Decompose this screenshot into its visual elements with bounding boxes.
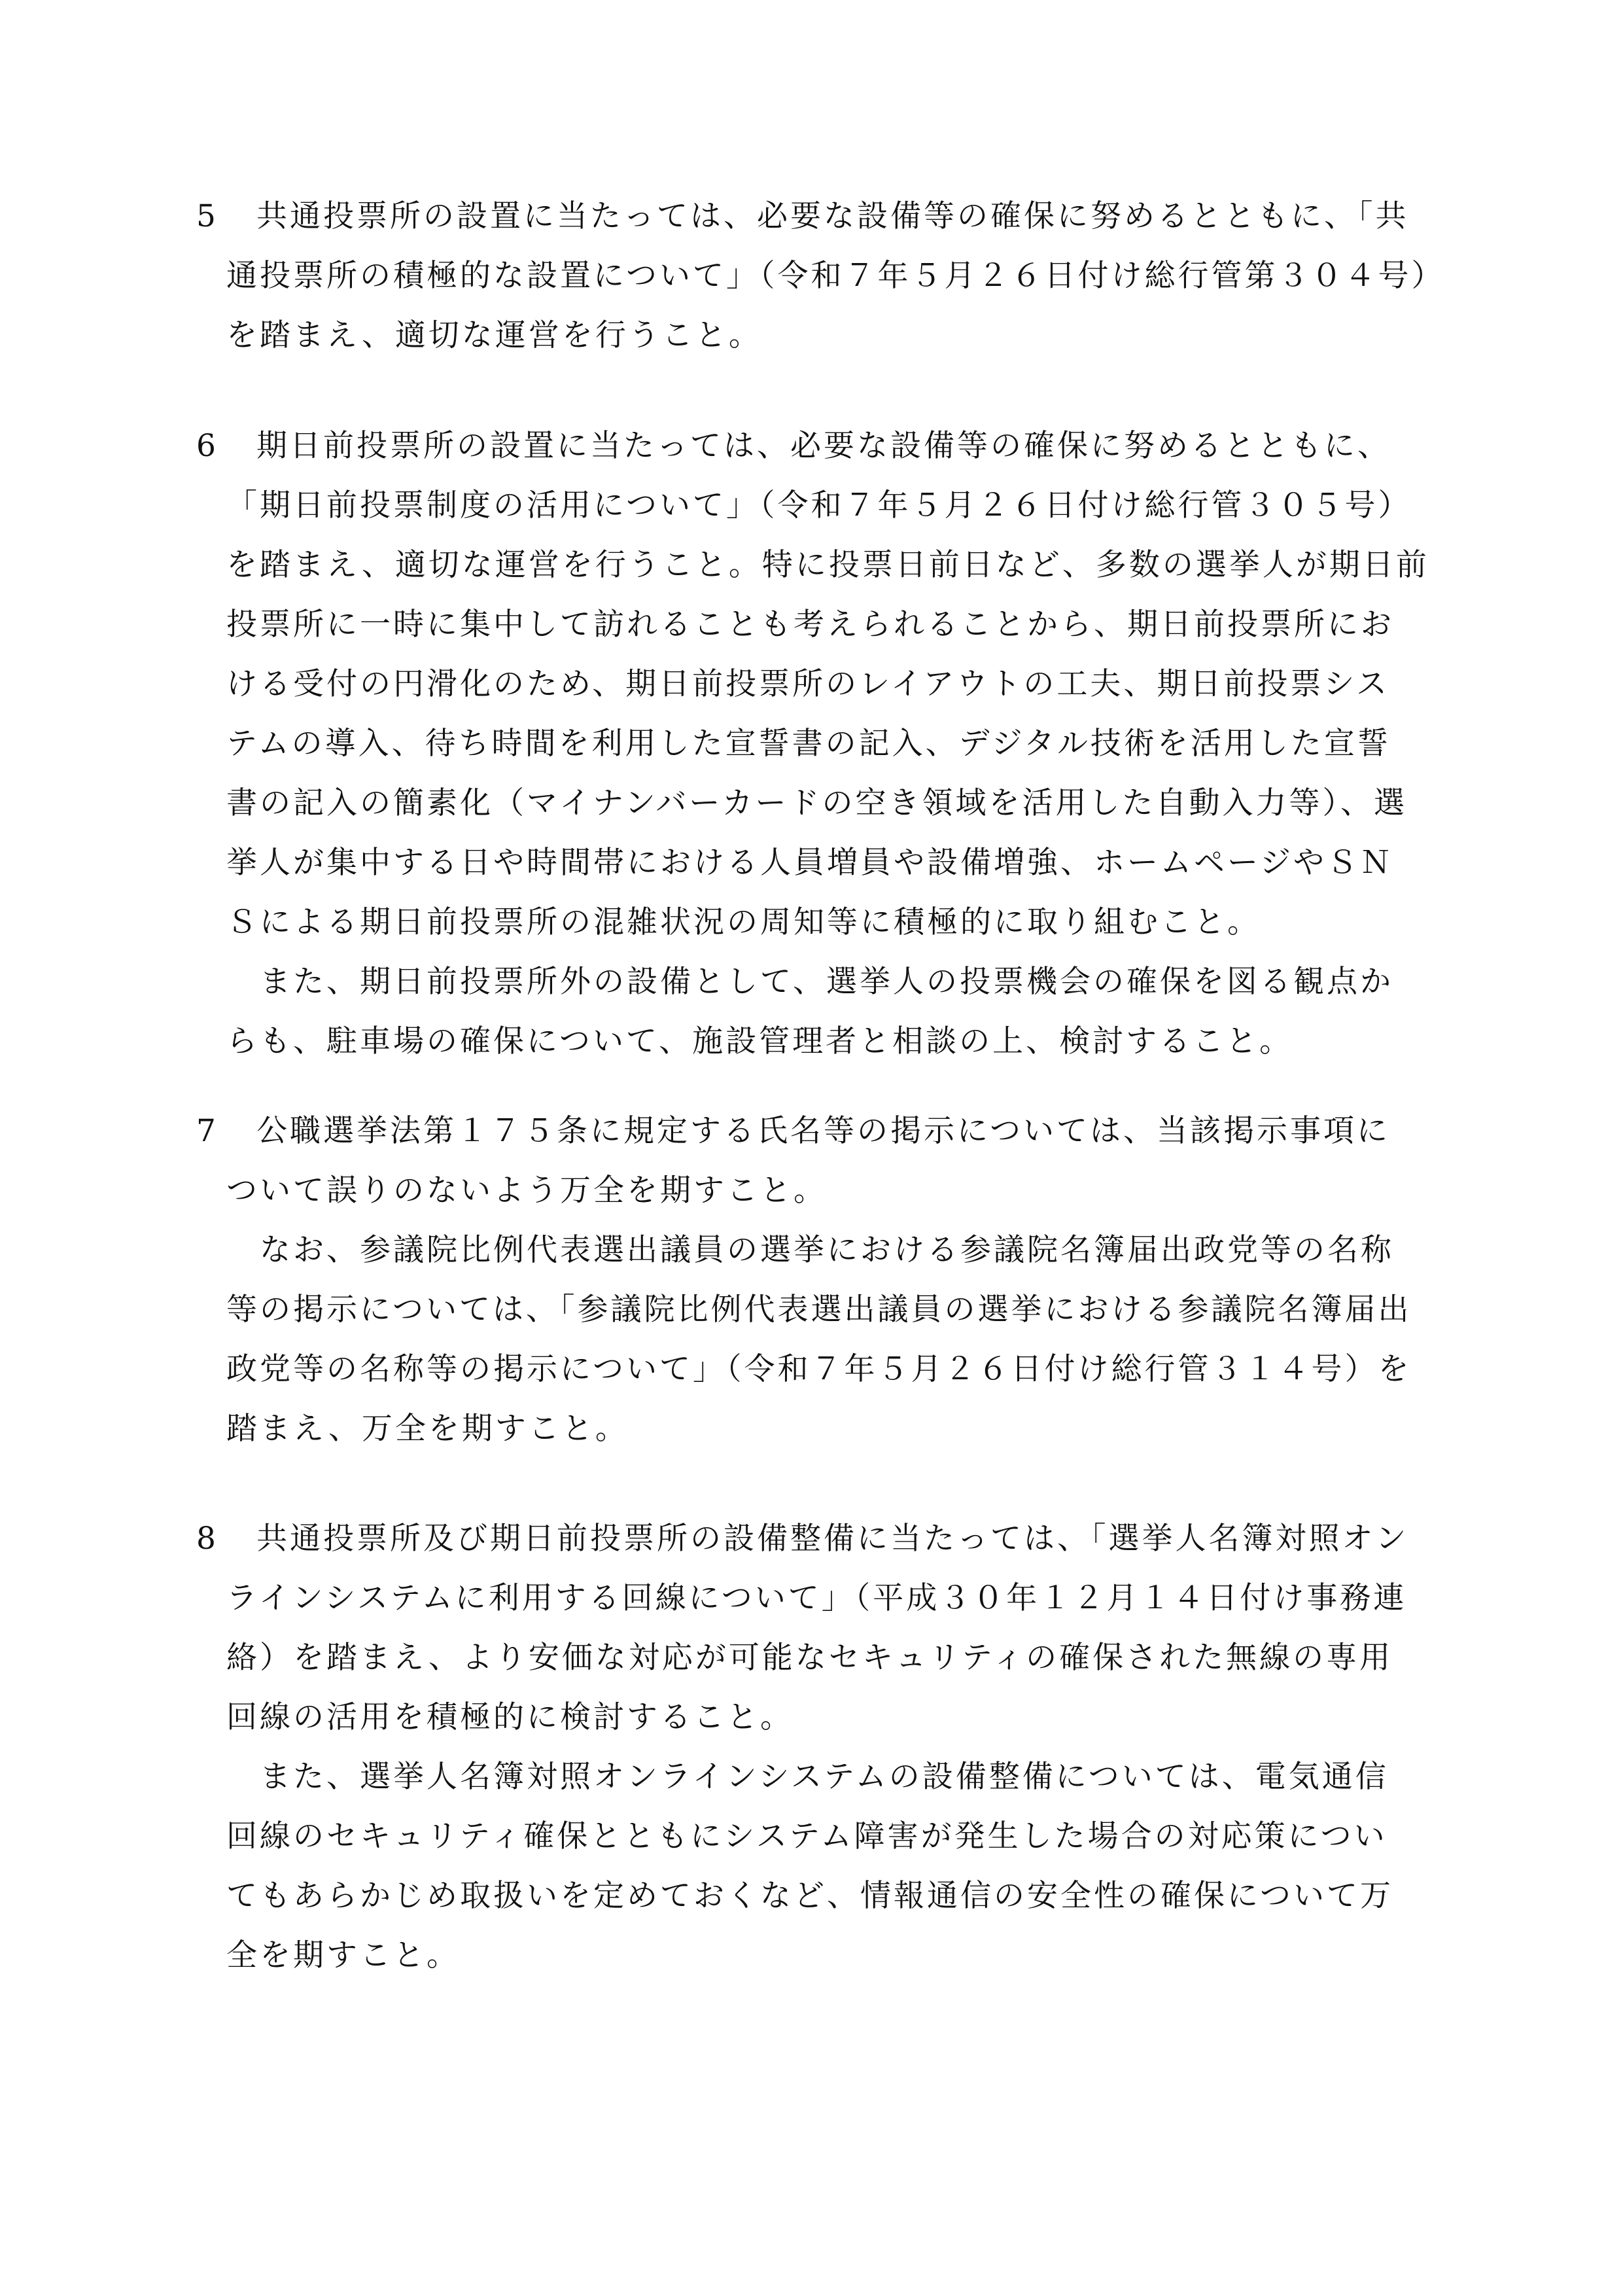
paragraph-line: てもあらかじめ取扱いを定めておくなど、情報通信の安全性の確保について万 bbox=[226, 1878, 1394, 1914]
paragraph-line: ける受付の円滑化のため、期日前投票所のレイアウトの工夫、期日前投票シス bbox=[226, 666, 1389, 702]
paragraph-line: 全を期すこと。 bbox=[226, 1937, 460, 1973]
paragraph-line: ラインシステムに利用する回線について」（平成３０年１２月１４日付け事務連 bbox=[226, 1580, 1407, 1616]
paragraph-line: らも、駐車場の確保について、施設管理者と相談の上、検討すること。 bbox=[226, 1023, 1293, 1059]
section-number: 6 bbox=[196, 428, 216, 464]
paragraph-line: 通投票所の積極的な設置について」（令和７年５月２６日付け総行管第３０４号） bbox=[226, 258, 1445, 294]
paragraph-line: テムの導入、待ち時間を利用した宣誓書の記入、デジタル技術を活用した宣誓 bbox=[226, 726, 1391, 762]
paragraph-line: を踏まえ、適切な運営を行うこと。特に投票日前日など、多数の選挙人が期日前 bbox=[226, 547, 1429, 583]
paragraph-line: 踏まえ、万全を期すこと。 bbox=[226, 1411, 629, 1447]
paragraph-line: 回線のセキュリティ確保とともにシステム障害が発生した場合の対応策につい bbox=[226, 1818, 1387, 1854]
paragraph-line: 回線の活用を積極的に検討すること。 bbox=[226, 1699, 794, 1735]
paragraph-line: 絡）を踏まえ、より安価な対応が可能なセキュリティの確保された無線の専用 bbox=[226, 1640, 1393, 1676]
paragraph-line: 「期日前投票制度の活用について」（令和７年５月２６日付け総行管３０５号） bbox=[226, 487, 1412, 523]
paragraph-line: を踏まえ、適切な運営を行うこと。 bbox=[226, 317, 762, 353]
paragraph-line: 投票所に一時に集中して訪れることも考えられることから、期日前投票所にお bbox=[226, 607, 1394, 643]
section-number: 5 bbox=[196, 198, 216, 234]
paragraph-line: また、期日前投票所外の設備として、選挙人の投票機会の確保を図る観点か bbox=[226, 964, 1394, 1000]
paragraph-line: Ｓによる期日前投票所の混雑状況の周知等に積極的に取り組むこと。 bbox=[226, 904, 1261, 940]
section-number: 7 bbox=[196, 1113, 216, 1149]
paragraph-line: 等の掲示については、「参議院比例代表選出議員の選挙における参議院名簿届出 bbox=[226, 1292, 1412, 1328]
paragraph-line: 共通投票所の設置に当たっては、必要な設備等の確保に努めるとともに、「共 bbox=[256, 198, 1409, 234]
paragraph-line: また、選挙人名簿対照オンラインシステムの設備整備については、電気通信 bbox=[226, 1759, 1389, 1795]
paragraph-line: ついて誤りのないよう万全を期すこと。 bbox=[226, 1173, 827, 1209]
paragraph-line: 期日前投票所の設置に当たっては、必要な設備等の確保に努めるとともに、 bbox=[256, 428, 1391, 464]
paragraph-line: 共通投票所及び期日前投票所の設備整備に当たっては、「選挙人名簿対照オン bbox=[256, 1521, 1409, 1557]
section-number: 8 bbox=[196, 1521, 216, 1557]
paragraph-line: 書の記入の簡素化（マイナンバーカードの空き領域を活用した自動入力等）、選 bbox=[226, 785, 1407, 821]
paragraph-line: 政党等の名称等の掲示について」（令和７年５月２６日付け総行管３１４号）を bbox=[226, 1351, 1412, 1387]
paragraph-line: 公職選挙法第１７５条に規定する氏名等の掲示については、当該掲示事項に bbox=[256, 1113, 1391, 1149]
paragraph-line: 挙人が集中する日や時間帯における人員増員や設備増強、ホームページやＳＮ bbox=[226, 845, 1394, 881]
paragraph-line: なお、参議院比例代表選出議員の選挙における参議院名簿届出政党等の名称 bbox=[226, 1232, 1394, 1268]
